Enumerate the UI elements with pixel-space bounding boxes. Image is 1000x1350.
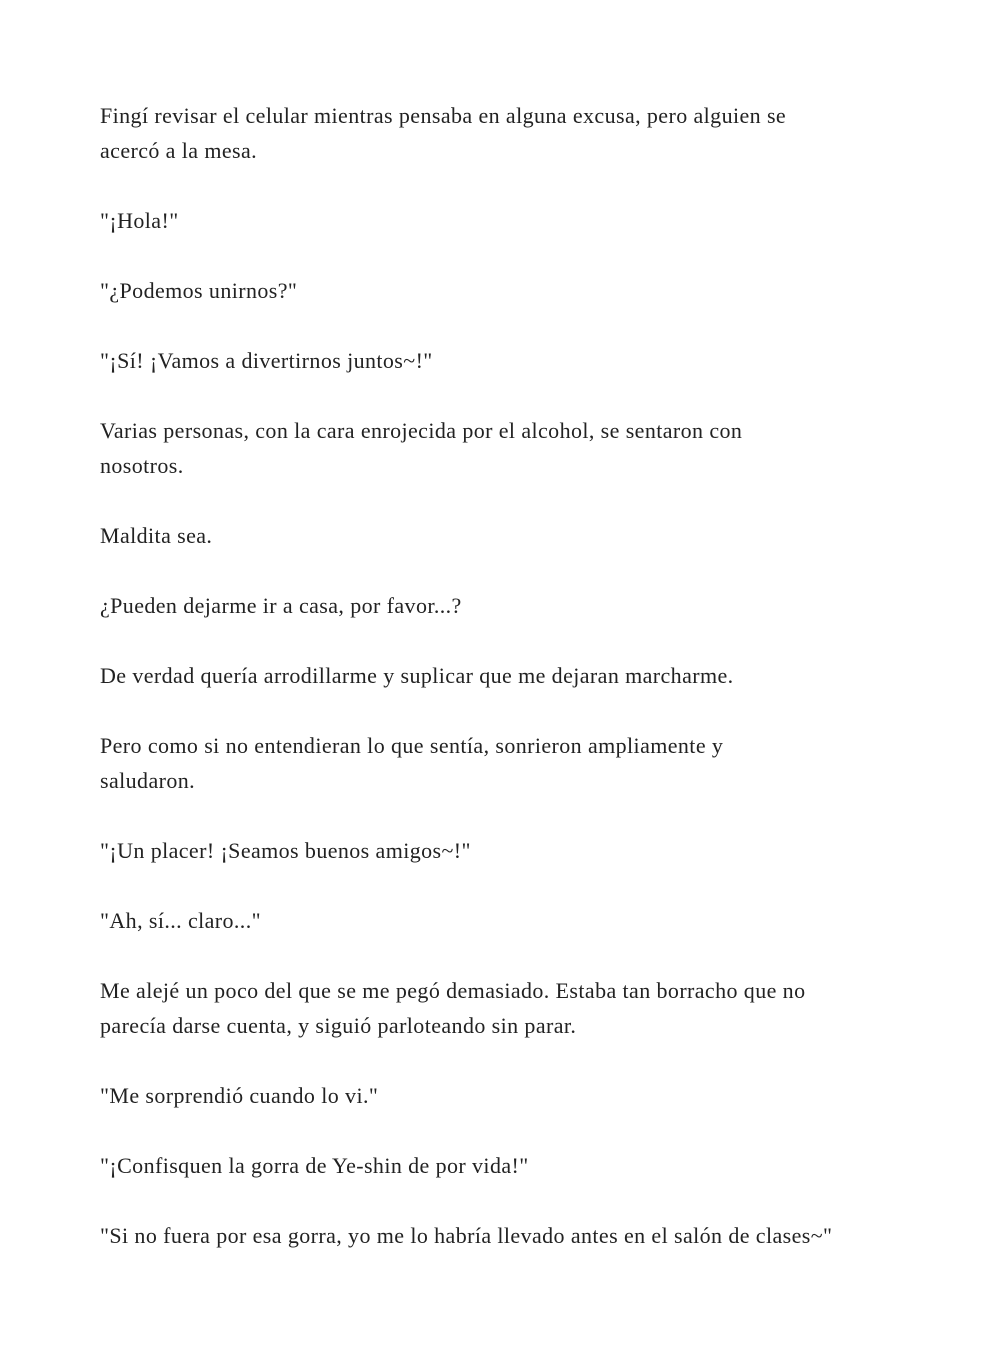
- text-line: parecía darse cuenta, y siguió parloteando sin parar.: [100, 1013, 577, 1038]
- paragraph: [100, 833, 920, 868]
- text-line: "Ah, sí... claro...": [100, 908, 261, 933]
- paragraph: [100, 728, 920, 798]
- text-line: ¿Pueden dejarme ir a casa, por favor...?: [100, 593, 462, 618]
- paragraph: [100, 1078, 920, 1113]
- text-line: acercó a la mesa.: [100, 138, 258, 163]
- text-line: "¿Podemos unirnos?": [100, 278, 298, 303]
- document-body: [100, 98, 920, 1288]
- paragraph: [100, 273, 920, 308]
- paragraph: [100, 1218, 920, 1253]
- paragraph: [100, 903, 920, 938]
- text-line: "¡Hola!": [100, 208, 179, 233]
- paragraph: [100, 973, 920, 1043]
- text-line: Me alejé un poco del que se me pegó demasiado. Estaba tan borracho que no: [100, 978, 806, 1003]
- text-line: "Me sorprendió cuando lo vi.": [100, 1083, 379, 1108]
- text-line: saludaron.: [100, 768, 196, 793]
- text-line: Maldita sea.: [100, 523, 213, 548]
- paragraph: [100, 658, 920, 693]
- paragraph: [100, 588, 920, 623]
- text-line: Varias personas, con la cara enrojecida por el alcohol, se sentaron con: [100, 418, 743, 443]
- text-line: Fingí revisar el celular mientras pensaba en alguna excusa, pero alguien se: [100, 103, 787, 128]
- paragraph: [100, 1148, 920, 1183]
- paragraph: [100, 343, 920, 378]
- text-line: "Si no fuera por esa gorra, yo me lo habría llevado antes en el salón de clases~": [100, 1223, 833, 1248]
- text-line: "¡Sí! ¡Vamos a divertirnos juntos~!": [100, 348, 433, 373]
- text-line: nosotros.: [100, 453, 184, 478]
- text-line: "¡Confisquen la gorra de Ye-shin de por vida!": [100, 1153, 529, 1178]
- paragraph: [100, 413, 920, 483]
- text-line: Pero como si no entendieran lo que sentía, sonrieron ampliamente y: [100, 733, 724, 758]
- text-line: De verdad quería arrodillarme y suplicar que me dejaran marcharme.: [100, 663, 734, 688]
- paragraph: [100, 203, 920, 238]
- paragraph: [100, 98, 920, 168]
- text-line: "¡Un placer! ¡Seamos buenos amigos~!": [100, 838, 471, 863]
- paragraph: [100, 518, 920, 553]
